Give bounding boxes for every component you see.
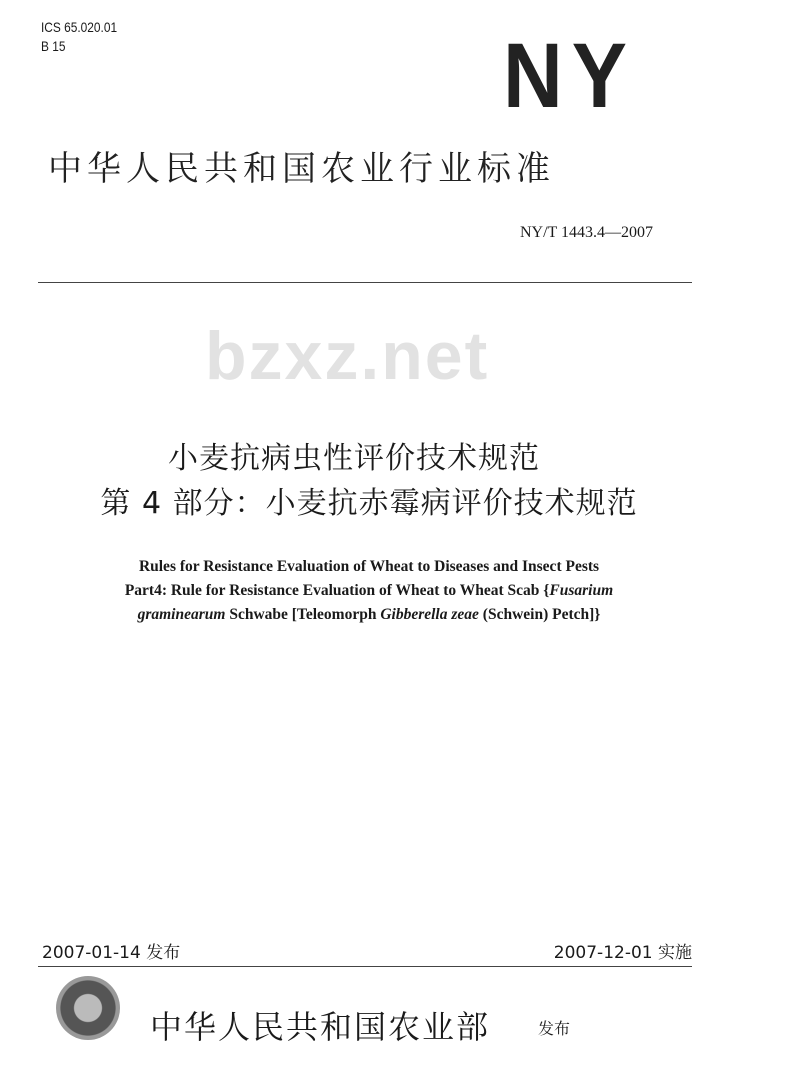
classification-codes bbox=[41, 18, 117, 56]
ccs-code: B 15 bbox=[41, 38, 66, 54]
english-title-line-3 bbox=[0, 605, 738, 625]
issue-date: 2007-01-14 发布 bbox=[42, 943, 181, 963]
national-emblem-icon bbox=[56, 976, 120, 1040]
title-line-2: 第 4 部分：小麦抗赤霉病评价技术规范 bbox=[100, 486, 638, 521]
divider bbox=[38, 282, 692, 283]
english-text: Schwabe [Teleomorph bbox=[225, 606, 381, 623]
standard-type: 中华人民共和国农业行业标准 bbox=[48, 149, 555, 189]
implementation-date: 2007-12-01 实施 bbox=[553, 943, 692, 963]
english-title-line-1: Rules for Resistance Evaluation of Wheat to Diseases and Insect Pests bbox=[138, 558, 600, 575]
standard-code: NY/T 1443.4—2007 bbox=[520, 224, 654, 241]
ics-code: ICS 65.020.01 bbox=[41, 19, 118, 35]
title-line-1: 小麦抗病虫性评价技术规范 bbox=[168, 441, 540, 476]
english-italic: graminearum bbox=[137, 606, 226, 623]
english-italic: Fusarium bbox=[549, 582, 614, 599]
issued-label: 发布 bbox=[538, 1019, 571, 1038]
english-text: Part4: Rule for Resistance Evaluation of Wheat to Wheat Scab { bbox=[124, 582, 550, 599]
ny-logo: NY bbox=[503, 25, 637, 127]
issuer-name: 中华人民共和国农业部 bbox=[150, 1008, 491, 1046]
english-italic: Gibberella zeae bbox=[380, 606, 479, 623]
english-text: (Schwein) Petch]} bbox=[478, 606, 601, 623]
english-title-line-2 bbox=[0, 581, 738, 601]
divider bbox=[38, 966, 692, 967]
watermark: bzxz.net bbox=[205, 318, 490, 394]
